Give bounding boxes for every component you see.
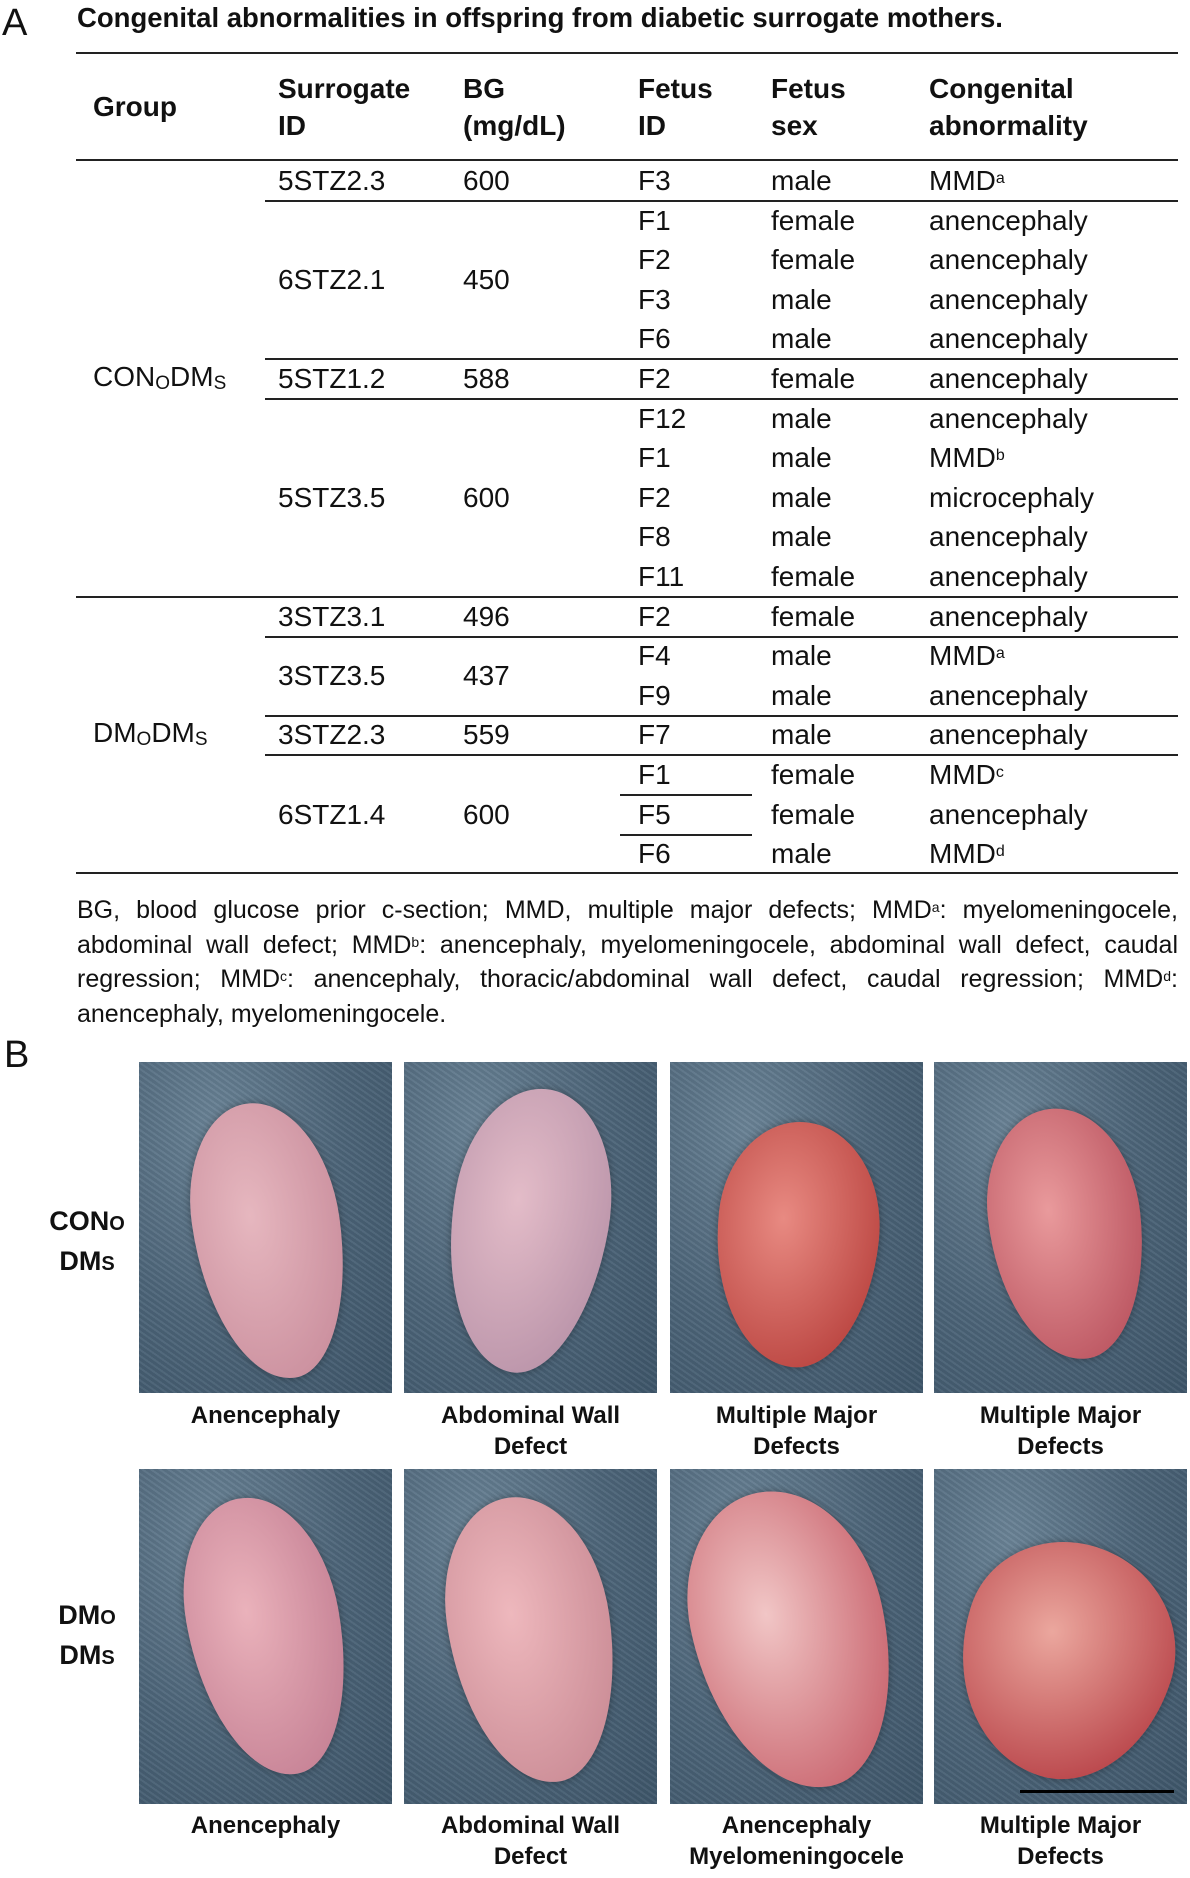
fetus-specimen bbox=[166, 1485, 364, 1788]
caption-line-2: Defects bbox=[1017, 1843, 1104, 1870]
header-fetus-id: Fetus ID bbox=[638, 73, 713, 141]
photo-caption bbox=[136, 1400, 396, 1431]
fetus-sex: female bbox=[771, 600, 856, 632]
abnormality-text: MMD bbox=[929, 838, 996, 870]
abnormality-text: anencephaly bbox=[929, 283, 1088, 315]
fetus-sex: male bbox=[771, 719, 832, 751]
blood-glucose: 600 bbox=[463, 165, 510, 196]
congenital-abnormality bbox=[929, 641, 1005, 671]
scale-bar bbox=[1020, 1790, 1174, 1793]
surrogate-id: 3STZ3.1 bbox=[278, 600, 386, 632]
header-surrogate-id: Surrogate ID bbox=[278, 73, 411, 141]
row-label-subscript: S bbox=[101, 1253, 115, 1275]
abnormality-text: anencephaly bbox=[929, 363, 1088, 394]
fetus-id: F3 bbox=[638, 165, 671, 196]
fetus-sex: female bbox=[771, 798, 856, 830]
caption-line-2: Defect bbox=[493, 1433, 568, 1460]
fetus-photo bbox=[404, 1469, 657, 1804]
row-label-subscript: O bbox=[100, 1607, 116, 1629]
photo-caption bbox=[401, 1400, 661, 1462]
congenital-abnormality bbox=[929, 800, 1088, 830]
surrogate-id: 6STZ1.4 bbox=[278, 798, 386, 830]
photo-caption bbox=[667, 1400, 927, 1462]
abnormality-text: anencephaly bbox=[929, 521, 1088, 553]
fetus-photo bbox=[934, 1469, 1187, 1804]
row-label bbox=[32, 1597, 142, 1677]
abnormality-text: MMD bbox=[929, 165, 996, 196]
abnormality-text: anencephaly bbox=[929, 798, 1088, 830]
fetus-sex: male bbox=[771, 165, 832, 196]
fetus-sex: male bbox=[771, 679, 832, 711]
blood-glucose: 559 bbox=[463, 719, 510, 751]
footnote-text: : anencephaly, thoracic/abdominal wall defect, caudal regression; MMD bbox=[287, 965, 1164, 993]
fetus-id: F1 bbox=[638, 442, 671, 474]
fetus-id: F12 bbox=[638, 402, 687, 434]
fetus-specimen bbox=[977, 1101, 1154, 1367]
header-bottom-rule bbox=[76, 159, 1178, 161]
fetus-sex: female bbox=[771, 759, 856, 790]
caption-line-2: Defect bbox=[493, 1843, 568, 1870]
fetus-id: F6 bbox=[638, 838, 671, 870]
fetus-id: F4 bbox=[638, 640, 671, 672]
caption-line-1: Abdominal Wall bbox=[440, 1402, 621, 1429]
abnormality-text: MMD bbox=[929, 442, 996, 474]
abnormality-text: anencephaly bbox=[929, 600, 1088, 632]
fetus-id: F1 bbox=[638, 204, 671, 236]
fetus-photo bbox=[139, 1469, 392, 1804]
fetus-sex: female bbox=[771, 244, 856, 276]
header-group: Group bbox=[93, 91, 177, 122]
group-name-subscript: S bbox=[213, 373, 227, 394]
row-label-part: DM bbox=[59, 1246, 102, 1276]
footnote-marker: a bbox=[931, 899, 940, 915]
table-title: Congenital abnormalities in offspring from diabetic surrogate mothers. bbox=[77, 2, 1003, 33]
footnote-marker: d bbox=[1163, 968, 1172, 984]
footnote-text: : myelomeningocele, abdominal wall defect; MMD bbox=[77, 896, 1178, 959]
fetus-id: F8 bbox=[638, 521, 671, 553]
surrogate-divider bbox=[265, 715, 1178, 717]
footnote-marker: a bbox=[995, 645, 1005, 663]
fetus-photo bbox=[934, 1062, 1187, 1393]
congenital-abnormality bbox=[929, 245, 1088, 275]
abnormality-text: MMD bbox=[929, 759, 996, 790]
caption-line-1: Multiple Major bbox=[715, 1402, 878, 1429]
caption-line-2: Defects bbox=[753, 1433, 840, 1460]
congenital-abnormality bbox=[929, 760, 1004, 790]
fetus-id: F3 bbox=[638, 283, 671, 315]
footnote-marker: a bbox=[995, 170, 1005, 187]
fetus-specimen bbox=[176, 1093, 360, 1389]
fetus-sex: female bbox=[771, 363, 856, 394]
fetus-specimen bbox=[934, 1516, 1187, 1804]
fetus-id: F5 bbox=[638, 798, 671, 830]
fetus-photo bbox=[139, 1062, 392, 1393]
photo-caption bbox=[136, 1810, 396, 1841]
footnote-marker: b bbox=[995, 447, 1005, 465]
fetus-sex: male bbox=[771, 442, 832, 474]
surrogate-id: 6STZ2.1 bbox=[278, 264, 386, 295]
fetus-id: F2 bbox=[638, 600, 671, 632]
group-name-part: DM bbox=[151, 717, 195, 749]
photo-caption bbox=[931, 1810, 1190, 1872]
caption-line-2: Defects bbox=[1017, 1433, 1104, 1460]
caption-line-1: Multiple Major bbox=[979, 1402, 1142, 1429]
fetus-id: F11 bbox=[638, 561, 685, 592]
group-name-subscript: O bbox=[136, 729, 152, 751]
fetus-id: F2 bbox=[638, 244, 671, 276]
panel-label-a: A bbox=[2, 2, 28, 44]
blood-glucose: 437 bbox=[463, 660, 510, 691]
fetus-divider bbox=[620, 794, 752, 796]
photo-caption bbox=[667, 1810, 927, 1872]
congenital-abnormality bbox=[929, 206, 1088, 236]
congenital-abnormality bbox=[929, 720, 1088, 750]
group-name-part: DM bbox=[170, 361, 214, 392]
surrogate-id: 3STZ3.5 bbox=[278, 660, 386, 691]
caption-line-1: Anencephaly bbox=[190, 1812, 341, 1839]
congenital-abnormality bbox=[929, 681, 1088, 711]
fetus-sex: male bbox=[771, 481, 832, 513]
fetus-sex: male bbox=[771, 283, 832, 315]
surrogate-divider bbox=[265, 200, 1178, 202]
row-label bbox=[32, 1203, 142, 1283]
table-bottom-rule bbox=[76, 872, 1178, 874]
footnote-marker: d bbox=[995, 843, 1005, 861]
photo-caption bbox=[931, 1400, 1190, 1462]
surrogate-divider bbox=[265, 636, 1178, 638]
congenital-abnormality bbox=[929, 404, 1088, 434]
row-label-subscript: O bbox=[109, 1213, 125, 1235]
fetus-specimen bbox=[430, 1486, 630, 1794]
fetus-id: F7 bbox=[638, 719, 671, 751]
header-bg: BG (mg/dL) bbox=[463, 73, 566, 141]
group-name-part: DM bbox=[93, 717, 137, 749]
caption-line-1: Anencephaly bbox=[721, 1812, 872, 1839]
table-footnote bbox=[77, 893, 1178, 1031]
fetus-sex: male bbox=[771, 640, 832, 672]
surrogate-id: 5STZ1.2 bbox=[278, 363, 386, 394]
group-name-subscript: O bbox=[155, 373, 171, 394]
fetus-id: F9 bbox=[638, 679, 671, 711]
group-name-part: CON bbox=[93, 361, 156, 392]
fetus-specimen bbox=[670, 1472, 917, 1804]
surrogate-id: 5STZ3.5 bbox=[278, 481, 386, 513]
congenital-abnormality bbox=[929, 364, 1088, 394]
fetus-photo bbox=[670, 1469, 923, 1804]
group-name-subscript: S bbox=[194, 729, 208, 751]
row-label-part: DM bbox=[58, 1600, 101, 1630]
fetus-divider bbox=[620, 834, 752, 836]
blood-glucose: 496 bbox=[463, 600, 510, 632]
footnote-marker: c bbox=[280, 968, 288, 984]
fetus-sex: female bbox=[771, 204, 856, 236]
congenital-abnormality bbox=[929, 562, 1088, 592]
fetus-sex: male bbox=[771, 838, 832, 870]
surrogate-divider bbox=[265, 398, 1178, 400]
panel-label-b: B bbox=[4, 1034, 30, 1076]
surrogate-id: 5STZ2.3 bbox=[278, 165, 386, 196]
fetus-sex: male bbox=[771, 402, 832, 434]
blood-glucose: 600 bbox=[463, 798, 510, 830]
abnormality-text: MMD bbox=[929, 640, 996, 672]
abnormality-text: anencephaly bbox=[929, 204, 1088, 236]
congenital-abnormality bbox=[929, 443, 1005, 473]
fetus-id: F1 bbox=[638, 759, 671, 790]
congenital-abnormality bbox=[929, 324, 1088, 354]
surrogate-divider bbox=[265, 754, 1178, 756]
footnote-marker: c bbox=[995, 764, 1004, 781]
fetus-sex: male bbox=[771, 323, 832, 355]
fetus-specimen bbox=[426, 1077, 630, 1385]
row-label-subscript: S bbox=[101, 1647, 115, 1669]
group-name bbox=[93, 362, 226, 396]
congenital-abnormality bbox=[929, 522, 1088, 552]
abnormality-text: anencephaly bbox=[929, 323, 1088, 355]
caption-line-2: Myelomeningocele bbox=[689, 1843, 904, 1870]
congenital-abnormality bbox=[929, 285, 1088, 315]
abnormality-text: anencephaly bbox=[929, 679, 1088, 711]
photo-caption bbox=[401, 1810, 661, 1872]
fetus-sex: female bbox=[771, 561, 856, 592]
header-fetus-sex: Fetus sex bbox=[771, 73, 846, 141]
congenital-abnormality bbox=[929, 839, 1005, 869]
abnormality-text: microcephaly bbox=[929, 481, 1094, 513]
caption-line-1: Anencephaly bbox=[190, 1402, 341, 1429]
blood-glucose: 450 bbox=[463, 264, 510, 295]
blood-glucose: 588 bbox=[463, 363, 510, 394]
group-divider bbox=[76, 596, 1178, 598]
header-congenital-abnormality: Congenital abnormality bbox=[929, 73, 1088, 141]
row-label-part: DM bbox=[59, 1640, 102, 1670]
footnote-text: : anencephaly, myelomeningocele, abdominal wall defect, caudal regression; MMD bbox=[77, 930, 1179, 993]
congenital-abnormality bbox=[929, 483, 1094, 513]
abnormality-text: anencephaly bbox=[929, 402, 1088, 434]
fetus-id: F2 bbox=[638, 481, 671, 513]
fetus-photo bbox=[670, 1062, 923, 1393]
surrogate-divider bbox=[265, 358, 1178, 360]
footnote-marker: b bbox=[411, 933, 420, 950]
fetus-specimen bbox=[703, 1114, 890, 1375]
abnormality-text: anencephaly bbox=[929, 719, 1088, 751]
caption-line-1: Abdominal Wall bbox=[440, 1812, 621, 1839]
fetus-photo bbox=[404, 1062, 657, 1393]
fetus-sex: male bbox=[771, 521, 832, 553]
abnormality-text: anencephaly bbox=[929, 244, 1088, 276]
caption-line-1: Multiple Major bbox=[979, 1812, 1142, 1839]
blood-glucose: 600 bbox=[463, 481, 510, 513]
fetus-id: F6 bbox=[638, 323, 671, 355]
footnote-text: BG, blood glucose prior c-section; MMD, multiple major defects; MMD bbox=[77, 896, 932, 924]
congenital-abnormality bbox=[929, 166, 1005, 196]
fetus-id: F2 bbox=[638, 363, 671, 394]
footnote-text: : anencephaly, myelomeningocele. bbox=[77, 965, 1178, 1028]
row-label-part: CON bbox=[49, 1206, 110, 1236]
group-name bbox=[93, 718, 208, 752]
congenital-abnormality bbox=[929, 602, 1088, 632]
table-top-rule bbox=[76, 52, 1178, 54]
abnormality-text: anencephaly bbox=[929, 561, 1088, 592]
surrogate-id: 3STZ2.3 bbox=[278, 719, 386, 751]
